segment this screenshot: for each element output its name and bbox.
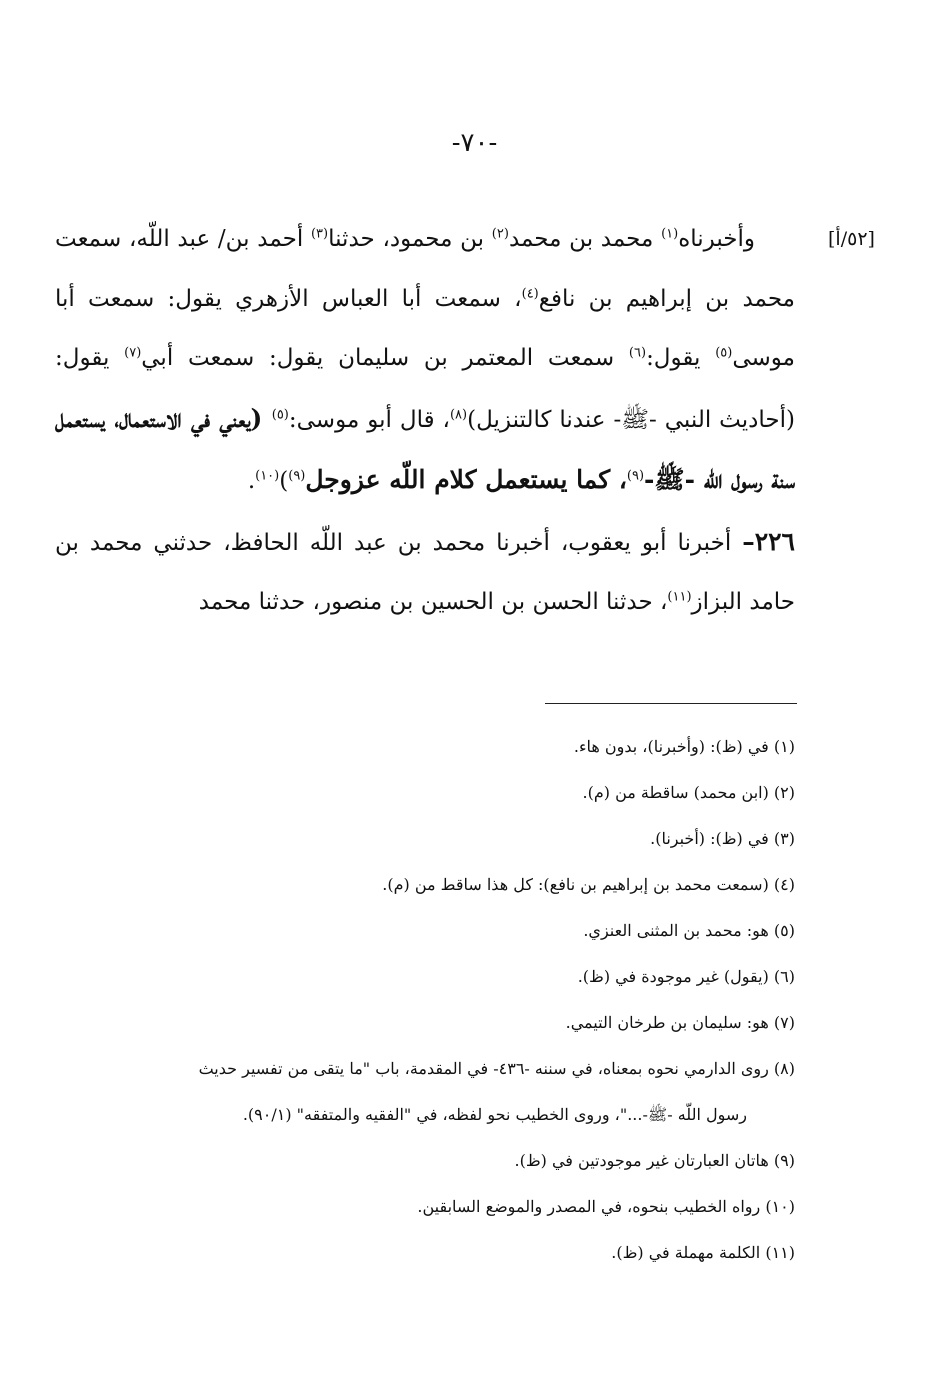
footnote-ref: (٥) [715, 345, 733, 361]
text-run: محمد بن محمد [508, 226, 662, 252]
footnote-ref: (١١) [667, 589, 692, 605]
page-number: -٧٠- [451, 128, 498, 158]
footnotes [50, 724, 795, 1276]
text-run: أحمد بن/ عبد اللّه، سمعت محمد بن إبراهيم بن نافع [55, 226, 795, 312]
main-text [55, 210, 795, 633]
footnote-ref: (٥) [271, 406, 289, 422]
paragraph-hadith-226 [55, 512, 795, 633]
footnote-7: (٧) هو: سليمان بن طرخان التيمي. [565, 1013, 795, 1032]
footnote-1: (١) في (ظ): (وأخبرنا)، بدون هاء. [573, 737, 795, 756]
footnote-8: (٨) روى الدارمي نحوه بمعناه، في سننه -٤٣٦- في المقدمة، باب "ما يتقى من تفسير حديث [198, 1059, 795, 1078]
footnote-4: (٤) (سمعت محمد بن إبراهيم بن نافع): كل هذا ساقط من (م). [382, 875, 795, 894]
footnote-2: (٢) (ابن محمد) ساقطة من (م). [582, 783, 795, 802]
footnote-5: (٥) هو: محمد بن المثنى العنزي. [583, 921, 795, 940]
text-run: ، سمعت أبا العباس الأزهري يقول: سمعت أبا موسى [55, 285, 795, 371]
footnote-ref: (٢) [491, 226, 509, 242]
footnote-ref: (٧) [124, 345, 142, 361]
text-run: بن محمود، حدثنا [328, 226, 492, 252]
text-run: يقول: (أحاديث النبي -ﷺ- عندنا كالتنزيل) [55, 345, 795, 433]
footnote-ref: (٣) [310, 226, 329, 242]
text-run: ، حدثنا الحسن بن الحسين بن منصور، حدثنا محمد [198, 589, 668, 615]
footnote-ref: (٩) [626, 468, 645, 484]
footnote-ref: (١) [661, 226, 679, 242]
footnote-ref: (٨) [449, 406, 468, 422]
footnote-ref: (٩) [288, 468, 306, 484]
bold-text-run: (يعني في الاستعمال، يستعمل سنة رسول اللّه -ﷺ- [55, 403, 795, 494]
text-run: أخبرنا أبو يعقوب، أخبرنا محمد بن عبد اللّه الحافظ، حدثني محمد بن حامد البزاز [55, 529, 795, 615]
text-run: وأخبرناه [678, 226, 756, 252]
footnote-11: (١١) الكلمة مهملة في (ظ). [611, 1243, 795, 1262]
folio-marker: [٥٢/أ] [828, 228, 875, 250]
text-run: يقول: [646, 345, 716, 371]
bold-text-run: ، كما يستعمل كلام اللّه عزوجل [305, 465, 627, 494]
text-run: ) [279, 468, 289, 494]
footnote-ref: (١٠) [255, 468, 280, 484]
text-run: . [247, 468, 256, 494]
footnote-10: (١٠) رواه الخطيب بنحوه، في المصدر والموضع السابقين. [417, 1197, 795, 1216]
footnote-divider [545, 703, 797, 704]
hadith-number: ٢٢٦– [742, 526, 795, 556]
footnote-6: (٦) (يقول) غير موجودة في (ظ). [577, 967, 795, 986]
footnote-8-continuation: رسول اللّه -ﷺ-..."، وروى الخطيب نحو لفظه، في "الفقيه والمتفقه" (٩٠/١). [242, 1105, 747, 1124]
footnote-9: (٩) هاتان العبارتان غير موجودتين في (ظ). [514, 1151, 795, 1170]
text-run: ، قال أبو موسى: [288, 406, 450, 433]
paragraph-narration [55, 210, 795, 512]
footnote-3: (٣) في (ظ): (أخبرنا). [650, 829, 795, 848]
footnote-ref: (٤) [521, 285, 539, 301]
text-run: سمعت المعتمر بن سليمان يقول: سمعت أبي [141, 345, 629, 371]
footnote-ref: (٦) [628, 345, 647, 361]
